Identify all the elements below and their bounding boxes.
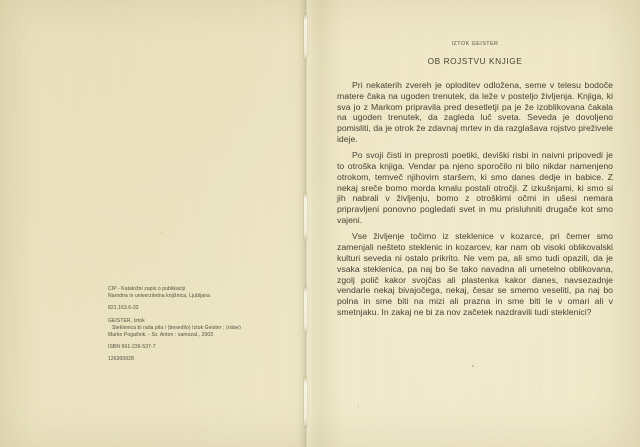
paper-speck (118, 52, 119, 53)
binding-stitch-thread (304, 14, 307, 60)
cip-catalog-header (108, 286, 258, 300)
paper-speck (357, 406, 359, 407)
cip-line: ISBN 961-236-537-7 (108, 343, 156, 350)
paper-speck (583, 124, 585, 126)
cip-isbn (108, 344, 258, 351)
cip-line: Marko Pogačnik. - Sv. Anton : samozal., 2003 (108, 331, 214, 338)
body-text-block (337, 80, 613, 323)
cip-record (108, 286, 258, 369)
binding-stitch-thread (304, 287, 307, 333)
paper-speck (161, 232, 162, 234)
body-paragraph: Vse življenje točimo iz steklenice v kozarce, pri čemer smo zamenjali nešteto steklenic in kozarcev, kar nam ob visoki oblikovalski kulturi seveda ni ostalo prikrito. Ne vem pa, ali smo tudi opazili, da je vsaka steklenica, pa naj bo še tako navadna ali umetelno oblikovana, zgolj polič kakor svojčas ali plastenka kakor danes, navsezadnje vendarle nekaj bivajočega, nekaj, česar se smemo veseliti, pa naj bo polna in sme biti na mizi ali prazna in sme biti le v omari ali v smetnjaku. In zakaj ne bi za nov začetek nazdravili tudi steklenici? (337, 231, 613, 317)
cip-line: GEISTER, Iztok (108, 317, 145, 324)
cip-line: Steklenica bi rada pila / (besedilo) Iztok Geister ; (risbe) (112, 324, 241, 331)
paper-speck (472, 365, 474, 367)
cip-main-entry (108, 318, 258, 339)
chapter-title: OB ROJSTVU KNJIGE (427, 56, 523, 66)
cip-line: 126300928 (108, 356, 134, 363)
paper-speck (540, 389, 541, 390)
binding-stitch-thread (304, 193, 307, 240)
cip-record-number (108, 356, 258, 363)
binding-stitch-thread (304, 377, 307, 427)
cip-udc-number (108, 305, 258, 312)
cip-line: Narodna in univerzitetna knjižnica, Ljubljana (108, 292, 211, 299)
body-paragraph: Pri nekaterih zvereh je oploditev odložena, seme v telesu bodoče matere čaka na ugoden trenutek, da leže v posteljo življenja. Knjiga, ki sva jo z Markom pripravila pred desetletji pa je že izoblikovana čakala na ugoden trenutek, da zagleda luč sveta. Seveda je dovoljeno pomisliti, da je otrok že zdavnaj mrtev in da razglašava rojstvo preživele ideje. (337, 80, 613, 144)
cip-line: CIP - Kataložni zapis o publikaciji (108, 286, 186, 292)
cip-line: 821.163.6-32 (108, 305, 139, 312)
body-paragraph: Po svoji čisti in preprosti poetiki, deviški risbi in naivni pripovedi je to otroška knjiga. Vendar pa njeno sporočilo ni bilo nikdar namenjeno otrokom, temveč njihovim staršem, ki smo danes dedje in babice. Z nekaj sreče bomo morda kmalu postali otročji. Z izkušnjami, ki smo si jih nabrali v življenju, bomo z otroškimi očmi in ušesi nemara pripravljeni ponovno pogledati svet in mu prisluhniti drugače kot smo vajeni. (337, 150, 613, 226)
author-name: IZTOK GEISTER (451, 41, 499, 47)
